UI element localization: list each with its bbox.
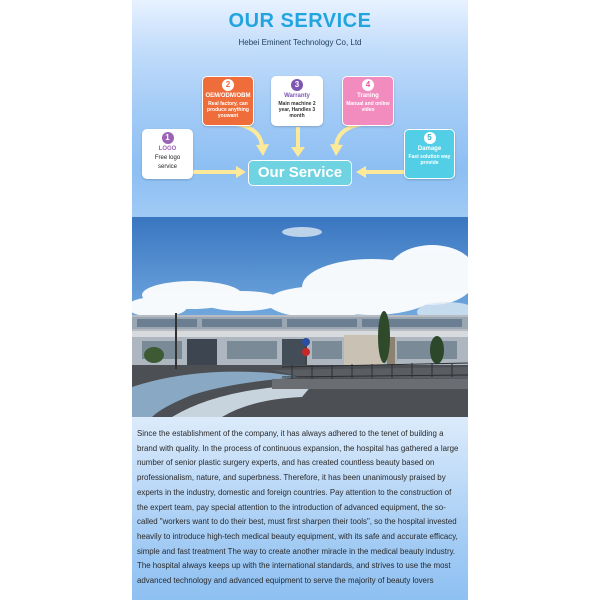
- tree: [378, 311, 390, 363]
- arrow-curve-2: [236, 124, 262, 146]
- hospital-photo-illustration: [132, 217, 468, 417]
- arrow-head-4: [330, 144, 343, 156]
- step-number-1: 1: [162, 132, 174, 144]
- step-title-warranty: Warranty: [284, 93, 310, 99]
- step-desc-oem: Real factory, can produce anything youwant: [207, 101, 249, 119]
- service-panel: [132, 0, 468, 217]
- step-number-5: 5: [424, 132, 436, 144]
- arrow-shaft-1: [190, 170, 236, 174]
- hospital-building-photo: [132, 217, 468, 417]
- step-card-training: [342, 76, 394, 126]
- step-title-oem: OEM/ODM/OBM: [205, 93, 251, 99]
- arrow-head-3: [291, 147, 305, 157]
- step-card-warranty: [271, 76, 323, 126]
- company-description-panel: [132, 417, 468, 600]
- step-card-damage: [404, 129, 455, 179]
- company-description-text: Since the establishment of the company, it has always adhered to the tenet of building a brand with quality. In the process of continuous expansion, the hospital has gathered a large number of senior plastic surgery experts, and has created countless beauty based on professionalism, nature, and superbness. Therefore, it has been unanimously praised by experts in the industry, domestic and foreign countries. Pay attention to the construction of the expert team, pay special attention to the introduction of advanced equipment, the so-called "workers want to do their best, must first sharpen their tools", so the hospital invested heavily to introduce high-tech medical beauty equipment, with its safe and accurate efficacy, simple and fast treatment The way to create another miracle in the medical beauty industry. The hospital always keeps up with the international standards, and strives to use the most advanced technology and advanced equipment to serve the majority of beauty lovers: [137, 429, 459, 586]
- step-desc-damage: Fast solution way provide: [408, 154, 451, 166]
- arrow-shaft-3: [296, 127, 300, 147]
- arrow-head-2: [256, 144, 269, 156]
- arrow-curve-4: [336, 124, 362, 146]
- step-title-training: Traning: [357, 93, 379, 99]
- step-number-4: 4: [362, 79, 374, 91]
- our-service-center-box: Our Service: [248, 160, 352, 186]
- step-card-oem: [202, 76, 254, 126]
- step-desc-logo: Free logo service: [154, 155, 181, 170]
- step-desc-warranty: Main machine 2 year, Handles 3 month: [278, 101, 316, 119]
- arrow-head-5: [356, 166, 366, 178]
- step-desc-training: Manual and online video: [346, 101, 390, 113]
- company-subtitle: Hebei Eminent Technology Co, Ltd: [238, 38, 362, 47]
- step-number-2: 2: [222, 79, 234, 91]
- step-card-logo: [142, 129, 193, 179]
- arrow-head-1: [236, 166, 246, 178]
- step-title-logo: LOGO: [158, 146, 177, 152]
- hospital-building: [132, 315, 468, 367]
- arrow-shaft-5: [366, 170, 404, 174]
- page-title: OUR SERVICE: [228, 10, 372, 32]
- step-title-damage: Damage: [417, 146, 442, 152]
- step-number-3: 3: [291, 79, 303, 91]
